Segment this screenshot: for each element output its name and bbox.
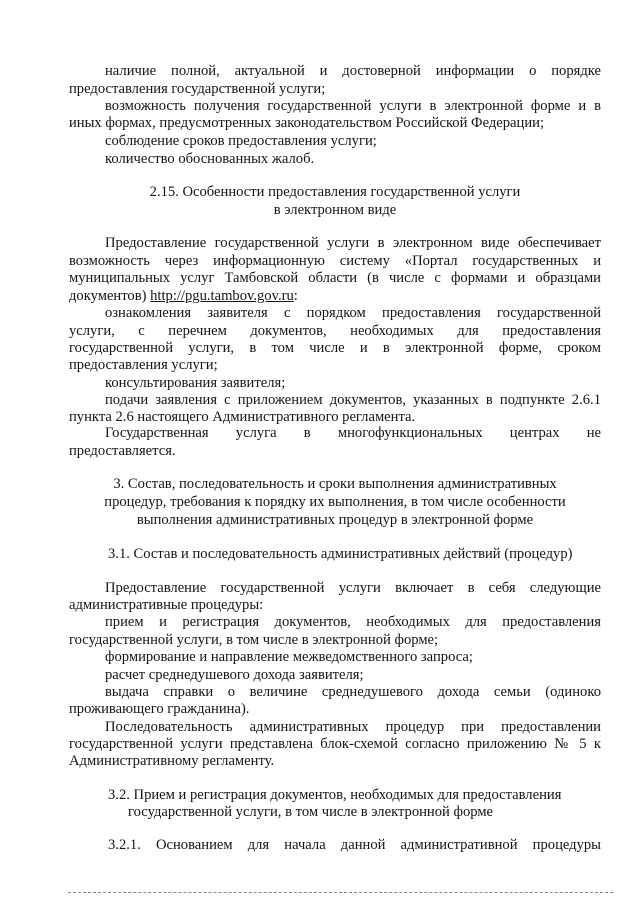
- section-heading: 3.2. Прием и регистрация документов, необходимых для предоставления: [108, 787, 562, 803]
- body-line: Государственная услуга в многофункциональных центрах не: [105, 425, 601, 441]
- body-line: 3.2.1. Основанием для начала данной административной процедуры: [108, 837, 601, 853]
- body-line: прием и регистрация документов, необходимых для предоставления: [105, 614, 601, 630]
- body-line: соблюдение сроков предоставления услуги;: [105, 133, 377, 149]
- section-heading: выполнения административных процедур в электронной форме: [136, 512, 534, 528]
- body-line: наличие полной, актуальной и достоверной информации о порядке: [105, 63, 601, 79]
- portal-link[interactable]: http://pgu.tambov.gov.ru: [150, 288, 294, 304]
- body-line: Административному регламенту.: [69, 753, 275, 769]
- body-line: расчет среднедушевого дохода заявителя;: [105, 667, 364, 683]
- body-line: количество обоснованных жалоб.: [105, 151, 315, 167]
- section-heading: процедур, требования к порядку их выполнения, в том числе особенности: [104, 494, 566, 510]
- body-line: выдача справки о величине среднедушевого дохода семьи (одиноко: [105, 684, 601, 700]
- body-line: проживающего гражданина).: [69, 701, 250, 717]
- body-line: административные процедуры:: [69, 597, 264, 613]
- punctuation: :: [293, 288, 298, 304]
- body-line: муниципальных услуг Тамбовской области (в числе с формами и образцами: [69, 270, 601, 286]
- body-line: формирование и направление межведомственного запроса;: [105, 649, 473, 665]
- body-line: Предоставление государственной услуги в электронном виде обеспечивает: [105, 235, 601, 251]
- section-heading: 3.1. Состав и последовательность административных действий (процедур): [108, 546, 573, 562]
- body-line: возможность через информационную систему «Портал государственных и: [69, 253, 601, 269]
- body-line: предоставления государственной услуги;: [69, 81, 326, 97]
- body-line: государственной услуги, в том числе в электронной форме;: [69, 632, 439, 648]
- section-heading: в электронном виде: [273, 202, 397, 218]
- body-line: подачи заявления с приложением документов, указанных в подпункте 2.6.1: [105, 392, 601, 408]
- body-line: ознакомления заявителя с порядком предоставления государственной: [105, 305, 601, 321]
- body-text: документов): [69, 288, 147, 304]
- body-line: предоставления услуги;: [69, 357, 218, 373]
- body-line: возможность получения государственной услуги в электронной форме и в: [105, 98, 601, 114]
- body-line: консультирования заявителя;: [105, 375, 286, 391]
- page-bottom-scan-line: [68, 892, 613, 893]
- body-line: государственной услуги, в том числе и в электронной форме, сроком: [69, 340, 601, 356]
- body-line: пункта 2.6 настоящего Административного регламента.: [69, 409, 416, 425]
- body-line: предоставляется.: [69, 443, 176, 459]
- body-line: [69, 287, 298, 305]
- body-line: Предоставление государственной услуги включает в себя следующие: [105, 580, 601, 596]
- body-line: услуги, с перечнем документов, необходимых для предоставления: [69, 323, 601, 339]
- section-heading: 2.15. Особенности предоставления государственной услуги: [149, 184, 521, 200]
- body-line: иных формах, предусмотренных законодательством Российской Федерации;: [69, 115, 545, 131]
- section-heading: государственной услуги, в том числе в электронной форме: [128, 804, 494, 820]
- section-heading: 3. Состав, последовательность и сроки выполнения административных: [113, 476, 557, 492]
- body-line: Последовательность административных процедур при предоставлении: [105, 719, 601, 735]
- body-line: государственной услуги представлена блок-схемой согласно приложению № 5 к: [69, 736, 601, 752]
